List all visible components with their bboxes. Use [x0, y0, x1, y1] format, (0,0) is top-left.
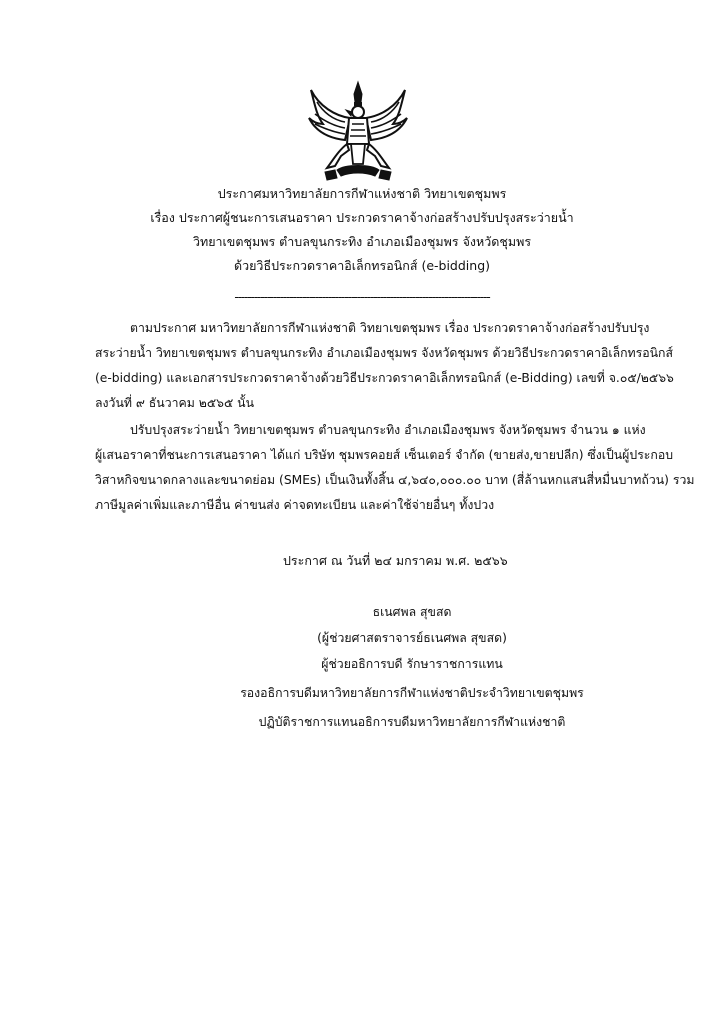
signer-role-1: ผู้ช่วยอธิการบดี รักษาราชการแทน: [321, 657, 503, 671]
para1-line-2: สระว่ายน้ำ วิทยาเขตชุมพร ตำบลขุนกระทิง อำเภอเมืองชุมพร จังหวัดชุมพร ด้วยวิธีประกวดราคาอิเล็กทรอนิกส์: [95, 346, 674, 360]
announce-date: ประกาศ ณ วันที่ ๒๔ มกราคม พ.ศ. ๒๕๖๖: [283, 553, 508, 568]
garuda-emblem-icon: [305, 80, 411, 184]
para2-line-2: ผู้เสนอราคาที่ชนะการเสนอราคา ได้แก่ บริษัท ชุมพรคอยส์ เซ็นเตอร์ จำกัด (ขายส่ง,ขายปลีก) ซึ่งเป็นผู้ประกอบ: [95, 448, 674, 462]
signed-name: ธเนศพล สุขสด: [372, 605, 452, 619]
doc-title: ประกาศมหาวิทยาลัยการกีฬาแห่งชาติ วิทยาเขตชุมพร: [217, 186, 507, 201]
separator-line: -------------------------------------------------------------------------------: [234, 290, 490, 304]
para1-line-4: ลงวันที่ ๙ ธันวาคม ๒๕๖๕ นั้น: [95, 396, 254, 410]
doc-method: ด้วยวิธีประกวดราคาอิเล็กทรอนิกส์ (e-bidding): [233, 258, 491, 273]
para2-line-4: ภาษีมูลค่าเพิ่มและภาษีอื่น ค่าขนส่ง ค่าจดทะเบียน และค่าใช้จ่ายอื่นๆ ทั้งปวง: [95, 498, 495, 512]
doc-location: วิทยาเขตชุมพร ตำบลขุนกระทิง อำเภอเมืองชุมพร จังหวัดชุมพร: [192, 234, 532, 249]
para1-line-1: ตามประกาศ มหาวิทยาลัยการกีฬาแห่งชาติ วิทยาเขตชุมพร เรื่อง ประกวดราคาจ้างก่อสร้างปรับปรุง: [130, 321, 650, 335]
para2-line-3: วิสาหกิจขนาดกลางและขนาดย่อม (SMEs) เป็นเงินทั้งสิ้น ๔,๖๔๐,๐๐๐.๐๐ บาท (สี่ล้านหกแสนสี่หมื่นบาทถ้วน) รวม: [95, 473, 695, 487]
printed-name: (ผู้ช่วยศาสตราจารย์ธเนศพล สุขสด): [317, 631, 507, 645]
para1-line-3: (e-bidding) และเอกสารประกวดราคาจ้างด้วยวิธีประกวดราคาอิเล็กทรอนิกส์ (e-Bidding) เลขที่ จ.๐๕/๒๕๖๖: [95, 371, 674, 385]
signer-role-3: ปฏิบัติราชการแทนอธิการบดีมหาวิทยาลัยการกีฬาแห่งชาติ: [258, 715, 566, 729]
doc-subject: เรื่อง ประกาศผู้ชนะการเสนอราคา ประกวดราคาจ้างก่อสร้างปรับปรุงสระว่ายน้ำ: [150, 210, 574, 225]
signer-role-2: รองอธิการบดีมหาวิทยาลัยการกีฬาแห่งชาติประจำวิทยาเขตชุมพร: [240, 686, 584, 700]
para2-line-1: ปรับปรุงสระว่ายน้ำ วิทยาเขตชุมพร ตำบลขุนกระทิง อำเภอเมืองชุมพร จังหวัดชุมพร จำนวน ๑ แห่ง: [130, 423, 646, 437]
